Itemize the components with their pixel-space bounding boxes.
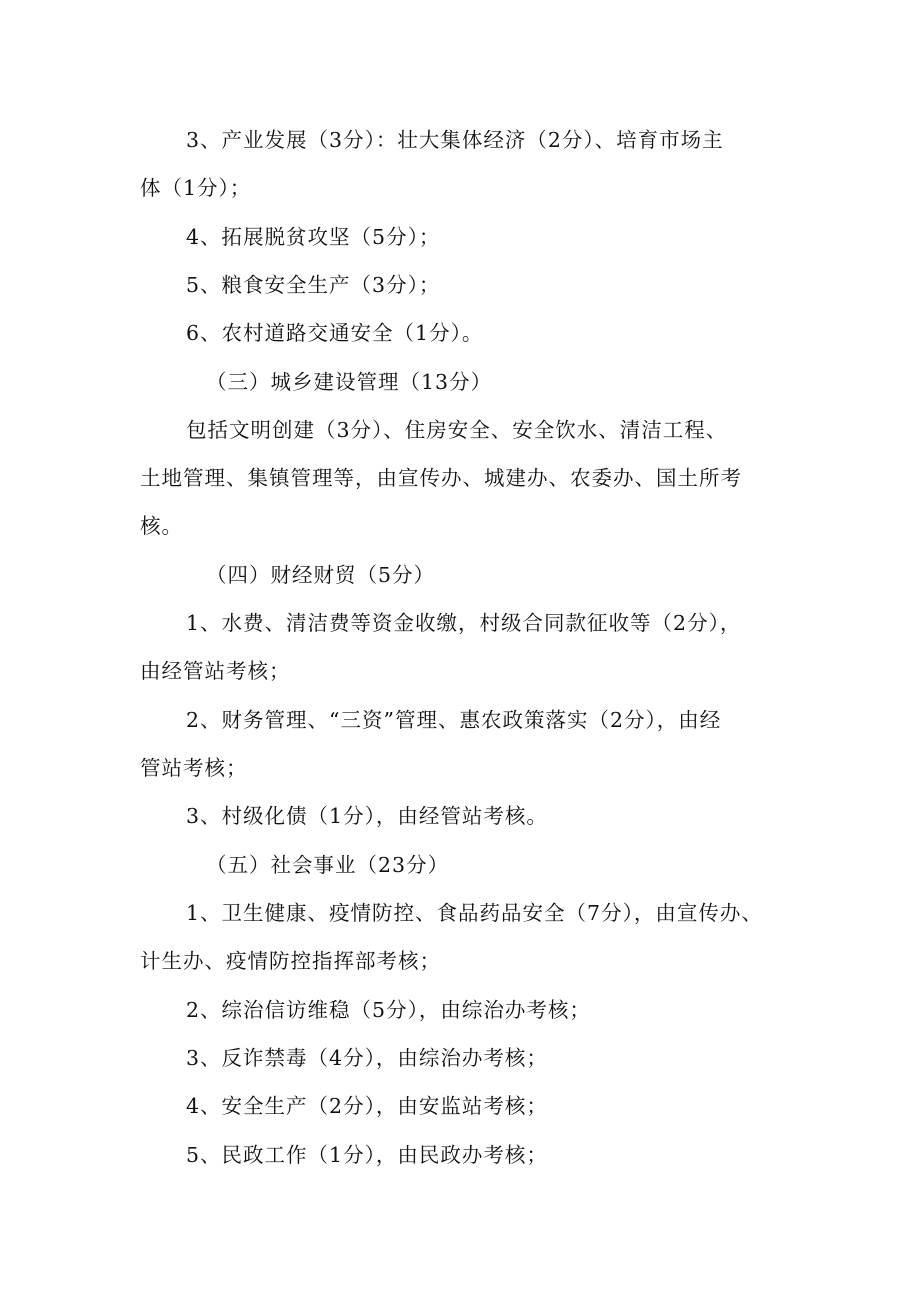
para-finance-item-2: 2、财务管理、“三资”管理、惠农政策落实（2分），由经 [186,708,722,732]
para-social-item-3: 3、反诈禁毒（4分），由综治办考核； [186,1046,548,1070]
para-item-4: 4、拓展脱贫攻坚（5分）； [186,225,441,249]
para-finance-item-3: 3、村级化债（1分），由经管站考核。 [186,804,548,828]
para-finance-item-1-cont: 由经管站考核； [140,659,291,683]
para-item-6: 6、农村道路交通安全（1分）。 [186,321,484,345]
para-item-5: 5、粮食安全生产（3分）； [186,273,441,297]
section-heading-4: （四）财经财贸（5分） [206,563,436,587]
para-item-3-cont: 体（1分）； [140,176,252,200]
para-social-item-1-cont: 计生办、疫情防控指挥部考核； [140,949,441,973]
para-social-item-5: 5、民政工作（1分），由民政办考核； [186,1143,548,1167]
para-urban-construction-cont: 土地管理、集镇管理等，由宣传办、城建办、农委办、国土所考 [140,466,742,490]
para-social-item-1: 1、卫生健康、疫情防控、食品药品安全（7分），由宣传办、 [186,901,763,925]
para-social-item-4: 4、安全生产（2分），由安监站考核； [186,1094,548,1118]
para-urban-construction: 包括文明创建（3分）、住房安全、安全饮水、清洁工程、 [186,418,728,442]
section-heading-3: （三）城乡建设管理（13分） [206,370,493,394]
para-finance-item-1: 1、水费、清洁费等资金收缴，村级合同款征收等（2分）， [186,611,742,635]
para-item-3: 3、产业发展（3分）：壮大集体经济（2分）、培育市场主 [186,128,724,152]
para-social-item-2: 2、综治信访维稳（5分），由综治办考核； [186,998,591,1022]
para-finance-item-2-cont: 管站考核； [140,756,248,780]
section-heading-5: （五）社会事业（23分） [206,853,450,877]
para-urban-construction-end: 核。 [140,514,183,538]
